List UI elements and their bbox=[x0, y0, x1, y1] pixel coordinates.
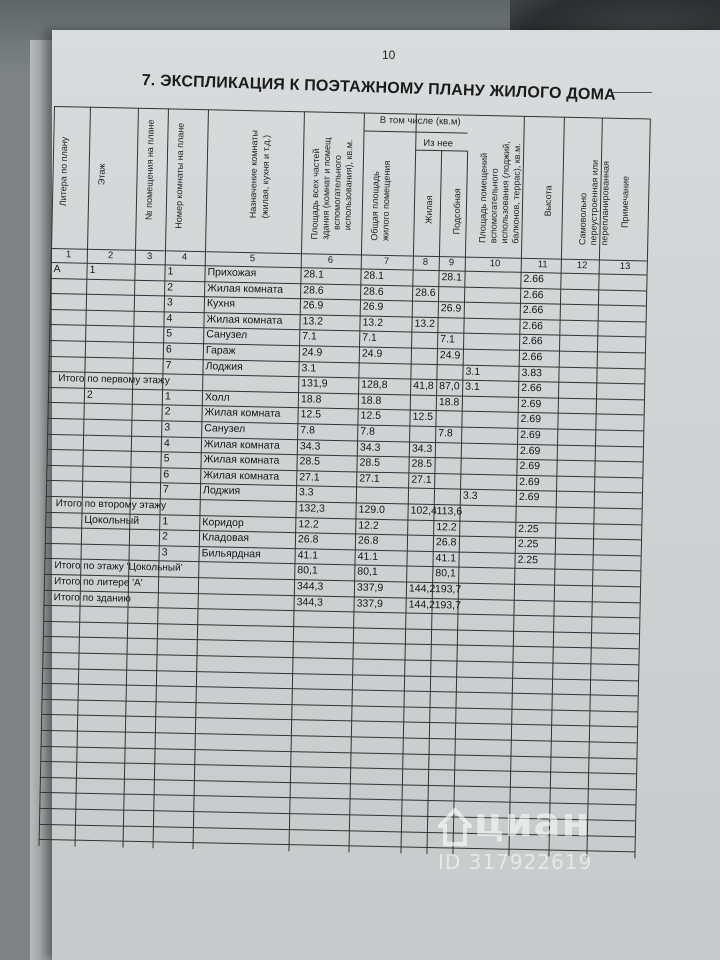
table-cell-room: 2 bbox=[161, 530, 168, 543]
column-number: 11 bbox=[537, 259, 548, 271]
table-cell-litera: А bbox=[53, 263, 61, 276]
title-underline bbox=[612, 92, 652, 93]
table-cell-aux: 193,7 bbox=[434, 583, 462, 596]
header-general-2: жилого помещения bbox=[380, 160, 392, 242]
header-aux-use-1: Площадь помещений bbox=[477, 152, 490, 244]
table-cell-total: 28.6 bbox=[303, 283, 324, 297]
table-cell-general: 26.8 bbox=[357, 534, 379, 548]
table-cell-total: 26.8 bbox=[297, 533, 319, 546]
header-note: Примечание bbox=[619, 175, 631, 229]
watermark-id: ID 317922619 bbox=[438, 850, 593, 874]
table-cell-floor: Цокольный bbox=[84, 513, 140, 527]
total-row-label: Итого по второму этажу bbox=[55, 498, 167, 512]
header-of-which: Из нее bbox=[423, 137, 454, 150]
table-row-line bbox=[42, 667, 638, 680]
table-cell-floor: 1 bbox=[89, 263, 96, 276]
table-cell-room: 5 bbox=[163, 452, 170, 465]
table-cell-living: 28.6 bbox=[415, 286, 436, 299]
table-cell-name: Лоджия bbox=[205, 359, 243, 373]
table-row-line bbox=[46, 480, 642, 493]
total-row-label: Итого по этажу 'Цокольный' bbox=[54, 560, 183, 575]
total-row-label: Итого по первому этажу bbox=[58, 373, 170, 387]
table-cell-room: 3 bbox=[164, 421, 171, 434]
table-cell-total: 344,3 bbox=[296, 595, 324, 609]
table-cell-general: 80,1 bbox=[357, 565, 378, 579]
table-cell-name: Санузел bbox=[206, 328, 248, 342]
table-cell-room: 1 bbox=[164, 390, 171, 403]
table-cell-name: Жилая комната bbox=[203, 469, 280, 483]
table-row-line bbox=[41, 730, 637, 743]
header-area-1: Площадь всех частей bbox=[309, 148, 322, 240]
header-area-2: здания (комнат и помещ bbox=[320, 137, 333, 240]
header-aux-use-2: вспомогательного bbox=[488, 168, 500, 244]
column-number: 6 bbox=[327, 254, 334, 266]
table-cell-name: Гараж bbox=[205, 344, 236, 357]
column-number: 3 bbox=[146, 250, 153, 263]
table-cell-total: 34.3 bbox=[299, 439, 321, 453]
table-cell-general: 12.2 bbox=[358, 519, 379, 532]
table-row-line bbox=[49, 356, 645, 369]
table-cell-height: 2.69 bbox=[520, 397, 542, 411]
table-cell-living: 13.2 bbox=[414, 317, 436, 330]
table-cell-general: 41.1 bbox=[357, 550, 379, 563]
table-row-line bbox=[43, 636, 639, 649]
document-page bbox=[52, 30, 720, 960]
table-row-line bbox=[42, 699, 638, 712]
column-number: 8 bbox=[422, 256, 429, 268]
table-cell-aux: 113,6 bbox=[436, 505, 463, 518]
table-cell-room: 2 bbox=[164, 405, 171, 418]
total-row-label: Итого по литере 'А' bbox=[53, 576, 143, 589]
table-cell-total: 132,3 bbox=[298, 502, 326, 515]
table-cell-total: 12.5 bbox=[300, 408, 322, 422]
header-auxiliary: Подсобная bbox=[451, 188, 463, 235]
table-cell-height: 2.69 bbox=[519, 460, 541, 473]
table-cell-total: 3.3 bbox=[298, 486, 314, 499]
column-number: 5 bbox=[249, 253, 256, 265]
column-number: 4 bbox=[181, 251, 188, 263]
table-cell-height: 2.25 bbox=[517, 553, 539, 567]
table-row-line bbox=[48, 402, 644, 415]
table-cell-name: Санузел bbox=[204, 422, 246, 436]
header-floor: Этаж bbox=[96, 163, 107, 186]
table-cell-height: 2.69 bbox=[520, 413, 542, 426]
table-cell-aux: 193,7 bbox=[434, 598, 462, 612]
table-cell-aux: 26.9 bbox=[440, 302, 462, 315]
header-aux-use-3: использования (лоджий, bbox=[499, 141, 512, 244]
table-row-line bbox=[47, 449, 643, 462]
table-cell-room: 5 bbox=[166, 327, 173, 340]
table-cell-height: 2.66 bbox=[522, 304, 544, 317]
header-premise-no: № помещения на плане bbox=[143, 119, 156, 221]
table-row-line bbox=[50, 309, 646, 322]
table-cell-name: Бильярдная bbox=[201, 546, 261, 561]
header-self-1: Самовольно bbox=[577, 192, 589, 246]
table-cell-general: 28.6 bbox=[363, 285, 384, 298]
table-cell-name: Жилая комната bbox=[204, 406, 281, 421]
document-title: 7. ЭКСПЛИКАЦИЯ К ПОЭТАЖНОМУ ПЛАНУ ЖИЛОГО ДОМА bbox=[141, 72, 617, 104]
table-cell-total: 28.1 bbox=[303, 268, 325, 281]
table-cell-aux: 24.9 bbox=[439, 349, 461, 362]
table-cell-living: 102,4 bbox=[410, 504, 438, 518]
table-column-line bbox=[548, 117, 564, 857]
table-cell-room: 6 bbox=[165, 343, 172, 356]
table-row-line bbox=[54, 106, 650, 119]
total-row-label: Итого по зданию bbox=[53, 591, 131, 605]
header-purpose-2: (жилая, кухня и т.д.) bbox=[259, 134, 272, 219]
table-row-line bbox=[41, 714, 637, 727]
table-cell-general: 28.1 bbox=[363, 269, 385, 282]
header-area-4: использования), кв.м. bbox=[342, 139, 355, 231]
table-cell-height: 2.69 bbox=[519, 475, 540, 489]
table-cell-total: 24.9 bbox=[301, 346, 323, 359]
header-aux-use-4: балконов, террас), кв.м. bbox=[510, 143, 523, 244]
table-row-line bbox=[47, 434, 643, 447]
table-row-line bbox=[40, 777, 636, 790]
table-cell-general: 128,8 bbox=[361, 378, 388, 392]
table-cell-height: 2.66 bbox=[522, 335, 543, 348]
table-cell-height: 3.83 bbox=[521, 366, 543, 379]
column-number: 2 bbox=[107, 250, 114, 262]
table-row-line bbox=[50, 278, 646, 291]
header-height: Высота bbox=[542, 185, 554, 217]
table-cell-aux: 12.2 bbox=[436, 520, 457, 534]
table-cell-height: 2.25 bbox=[518, 522, 539, 535]
table-cell-aux: 26.8 bbox=[435, 536, 457, 549]
column-number: 1 bbox=[65, 249, 72, 261]
watermark-brand: циан bbox=[474, 800, 591, 846]
table-row-line bbox=[42, 683, 638, 696]
cian-house-icon bbox=[438, 806, 472, 846]
table-row-line bbox=[44, 605, 640, 618]
table-cell-total: 7.1 bbox=[302, 330, 317, 343]
table-cell-height: 2.66 bbox=[522, 319, 544, 333]
column-number: 7 bbox=[383, 255, 390, 268]
table-cell-name: Жилая комната bbox=[203, 453, 280, 467]
table-cell-room: 4 bbox=[163, 436, 170, 450]
table-cell-total: 12.2 bbox=[298, 517, 319, 531]
table-cell-aux: 7.8 bbox=[438, 427, 453, 440]
table-row-line bbox=[45, 527, 641, 540]
table-row-line bbox=[47, 418, 643, 431]
table-cell-name: Прихожая bbox=[207, 266, 257, 280]
table-cell-room: 3 bbox=[161, 546, 168, 559]
table-row-line bbox=[46, 465, 642, 478]
table-cell-total: 3.1 bbox=[301, 361, 317, 375]
table-row-line bbox=[41, 745, 637, 758]
table-cell-total: 26.9 bbox=[302, 299, 324, 312]
table-cell-height: 2.66 bbox=[523, 288, 544, 301]
table-cell-living: 144,2 bbox=[408, 582, 436, 596]
table-cell-total: 13.2 bbox=[302, 315, 324, 328]
table-cell-aux: 28.1 bbox=[441, 271, 463, 284]
table-cell-general: 13.2 bbox=[362, 316, 384, 329]
table-cell-total: 344,3 bbox=[296, 580, 324, 593]
table-row-line bbox=[40, 761, 636, 774]
table-cell-floor: 2 bbox=[86, 388, 93, 401]
table-cell-aux: 80,1 bbox=[435, 567, 456, 580]
table-column-line bbox=[634, 118, 650, 858]
table-cell-room: 1 bbox=[167, 265, 174, 278]
table-cell-living: 12.5 bbox=[412, 410, 434, 424]
table-column-line bbox=[122, 108, 138, 848]
table-cell-aux-use: 3.1 bbox=[465, 380, 480, 394]
table-cell-living: 28.5 bbox=[411, 457, 433, 471]
table-cell-room: 6 bbox=[163, 468, 170, 481]
header-living: Жилая bbox=[423, 195, 435, 224]
table-cell-name: Коридор bbox=[202, 515, 244, 529]
column-number: 9 bbox=[448, 257, 455, 269]
table-cell-general: 12.5 bbox=[360, 409, 382, 423]
table-cell-height: 2.25 bbox=[517, 538, 539, 551]
header-general-1: Общая площадь bbox=[369, 171, 381, 241]
table-cell-general: 34.3 bbox=[359, 441, 381, 454]
table-cell-name: Жилая комната bbox=[207, 281, 284, 296]
table-cell-total: 7.8 bbox=[300, 424, 315, 437]
table-cell-general: 27.1 bbox=[359, 472, 380, 485]
table-cell-aux: 18.8 bbox=[438, 395, 460, 409]
table-cell-name: Жилая комната bbox=[206, 313, 283, 327]
table-cell-general: 7.8 bbox=[360, 425, 375, 438]
table-row-line bbox=[44, 589, 640, 602]
table-cell-general: 28.5 bbox=[359, 456, 381, 470]
table-cell-living: 41,8 bbox=[413, 379, 434, 393]
table-cell-name: Кладовая bbox=[201, 531, 250, 545]
table-cell-total: 131,9 bbox=[301, 377, 328, 390]
header-self-3: перепланированная bbox=[599, 160, 611, 246]
table-row-line bbox=[50, 293, 646, 306]
table-cell-living: 34.3 bbox=[411, 442, 433, 455]
table-row-line bbox=[43, 652, 639, 665]
table-row-line bbox=[45, 543, 641, 556]
header-self-2: переустроенная или bbox=[588, 159, 600, 246]
page-edge-shadow bbox=[30, 40, 54, 960]
table-cell-total: 27.1 bbox=[299, 471, 320, 484]
table-cell-living: 144,2 bbox=[408, 598, 436, 611]
table-cell-name: Кухня bbox=[206, 297, 236, 311]
table-cell-room: 2 bbox=[167, 281, 174, 294]
table-row-line bbox=[51, 259, 647, 275]
table-cell-general: 26.9 bbox=[362, 300, 384, 314]
table-cell-room: 4 bbox=[166, 312, 173, 325]
table-cell-general: 129.0 bbox=[358, 503, 386, 517]
table-cell-height: 2.69 bbox=[519, 444, 541, 457]
table-cell-name: Холл bbox=[204, 391, 230, 404]
table-cell-room: 7 bbox=[162, 483, 169, 496]
header-room-no: Номер комнаты на плане bbox=[173, 122, 186, 229]
table-row-line bbox=[43, 621, 639, 634]
table-cell-aux-use: 3.1 bbox=[465, 365, 481, 378]
table-cell-general: 24.9 bbox=[361, 347, 383, 360]
column-number: 10 bbox=[489, 258, 501, 270]
table-cell-height: 2.69 bbox=[520, 428, 541, 442]
table-cell-total: 41.1 bbox=[297, 548, 319, 562]
table-cell-general: 337,9 bbox=[356, 597, 384, 610]
table-column-line bbox=[74, 107, 90, 847]
table-row-line bbox=[51, 248, 647, 261]
header-area-3: вспомогательного bbox=[331, 154, 344, 231]
table-cell-name: Жилая комната bbox=[203, 437, 280, 452]
table-cell-aux: 7.1 bbox=[440, 333, 455, 346]
table-cell-aux: 41.1 bbox=[435, 551, 457, 565]
table-cell-general: 337,9 bbox=[356, 581, 384, 594]
table-cell-height: 2.69 bbox=[518, 491, 540, 504]
table-cell-total: 28.5 bbox=[299, 455, 321, 468]
table-cell-room: 7 bbox=[165, 358, 172, 372]
table-row-line bbox=[48, 387, 644, 400]
column-number: 13 bbox=[619, 260, 631, 273]
column-number: 12 bbox=[576, 259, 588, 272]
table-cell-total: 80,1 bbox=[297, 564, 318, 578]
table-cell-aux: 87,0 bbox=[439, 380, 460, 393]
table-cell-height: 2.66 bbox=[521, 382, 542, 395]
table-cell-aux-use: 3.3 bbox=[462, 490, 478, 503]
header-including: В том числе (кв.м) bbox=[379, 114, 461, 128]
table-cell-living: 27.1 bbox=[411, 473, 432, 486]
header-purpose-1: Назначение комнаты bbox=[247, 129, 260, 219]
table-cell-general: 18.8 bbox=[360, 394, 382, 407]
table-cell-total: 18.8 bbox=[300, 393, 322, 406]
table-cell-name: Лоджия bbox=[202, 484, 241, 498]
page-number: 10 bbox=[382, 48, 396, 62]
table-cell-height: 2.66 bbox=[523, 272, 545, 286]
table-cell-room: 1 bbox=[162, 514, 169, 528]
table-row-line bbox=[49, 340, 645, 353]
table-cell-height: 2.66 bbox=[521, 350, 543, 364]
table-row-line bbox=[49, 324, 645, 337]
table-cell-general: 7.1 bbox=[362, 331, 377, 345]
header-litera: Литера по плану bbox=[57, 136, 70, 207]
table-cell-room: 3 bbox=[166, 296, 173, 309]
